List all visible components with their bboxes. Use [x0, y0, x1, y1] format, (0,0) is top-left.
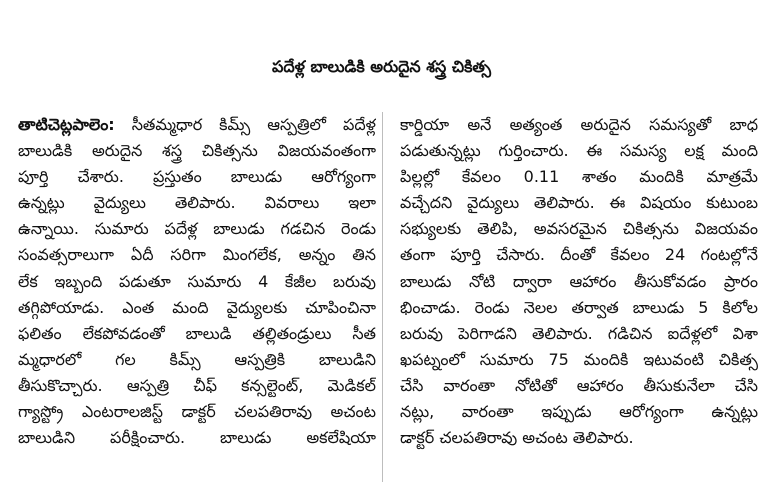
- body-line: తంగా పూర్తి చేసారు. దీంతో కేవలం 24 గంటల్లోనే: [400, 245, 758, 265]
- body-line: మ్మధారలో గల కిమ్స్ ఆస్పత్రికి బాలుడిని: [18, 349, 376, 369]
- body-line: బాలుడిని పరీక్షించారు. బాలుడు అకలేషియా: [18, 428, 376, 448]
- body-line: భించాడు. రెండు నెలల తర్వాత బాలుడు 5 కిలోల: [400, 297, 758, 317]
- body-line: బాలుడు నోటి ద్వారా ఆహారం తీసుకోవడం ప్రారం: [400, 271, 758, 291]
- right-column: [400, 112, 758, 496]
- body-line: [18, 112, 376, 138]
- body-line: లేక ఇబ్బంది పడుతూ సుమారు 4 కేజీల బరువు: [18, 271, 376, 291]
- body-text: సీతమ్మధార కిమ్స్ ఆస్పత్రిలో పదేళ్ల: [114, 115, 376, 134]
- body-line: ఫలితం లేకపోవడంతో బాలుడి తల్లితండ్రులు సీత: [18, 323, 376, 343]
- body-line: డాక్టర్ చలపతిరావు అచంట తెలిపారు.: [400, 428, 634, 448]
- column-divider: [382, 112, 383, 482]
- body-line: సంవత్సరాలుగా ఏదీ సరిగా మింగలేక, అన్నం తిన: [18, 245, 376, 265]
- body-line: సభ్యులకు తెలిపి, అవసరమైన చికిత్సను విజయవం: [400, 219, 758, 239]
- left-column: [18, 112, 376, 496]
- body-line: ఉన్నాయి. సుమారు పదేళ్ల బాలుడు గడచిన రెండు: [18, 219, 376, 239]
- body-line: పడుతున్నట్లు గుర్తించారు. ఈ సమస్య లక్ష మంది: [400, 141, 758, 161]
- body-line: తీసుకొచ్చారు. ఆస్పత్రి చీఫ్ కన్సల్టెంట్, మెడికల్: [18, 375, 376, 395]
- dateline: తాటిచెట్లపాలెం:: [18, 115, 115, 134]
- body-line: గ్యాస్ట్రో ఎంటరాలజిస్ట్ డాక్టర్ చలపతిరావు అచంట: [18, 402, 376, 422]
- body-line: కార్డియా అనే అత్యంత అరుదైన సమస్యతో బాధ: [400, 115, 758, 134]
- headline: పదేళ్ల బాలుడికి అరుదైన శస్త్ర చికిత్స: [271, 57, 492, 76]
- body-line: బరువు పెరిగాడని తెలిపారు. గడిచిన ఐదేళ్లలో విశా: [400, 323, 758, 343]
- body-line: చేసి వారంతా నోటితో ఆహారం తీసుకునేలా చేసి: [400, 375, 758, 395]
- body-line: పూర్తి చేశారు. ప్రస్తుతం బాలుడు ఆరోగ్యంగా: [18, 167, 376, 187]
- body-line: నట్లు, వారంతా ఇప్పుడు ఆరోగ్యంగా ఉన్నట్లు: [400, 402, 758, 422]
- body-line: ఖపట్నంలో సుమారు 75 మందికి ఇటువంటి చికిత్స: [400, 349, 758, 369]
- body-line: తగ్గిపోయాడు. ఎంత మంది వైద్యులకు చూపించినా: [18, 297, 376, 317]
- body-line: బాలుడికి అరుదైన శస్త్ర చికిత్సను విజయవంతంగా: [18, 141, 376, 161]
- body-line: వచ్చేదని వైద్యులు తెలిపారు. ఈ విషయం కుటుంబ: [400, 193, 758, 213]
- body-line: పిల్లల్లో కేవలం 0.11 శాతం మందికి మాత్రమే: [400, 167, 758, 187]
- body-line: ఉన్నట్లు వైద్యులు తెలిపారు. వివరాలు ఇలా: [18, 193, 376, 213]
